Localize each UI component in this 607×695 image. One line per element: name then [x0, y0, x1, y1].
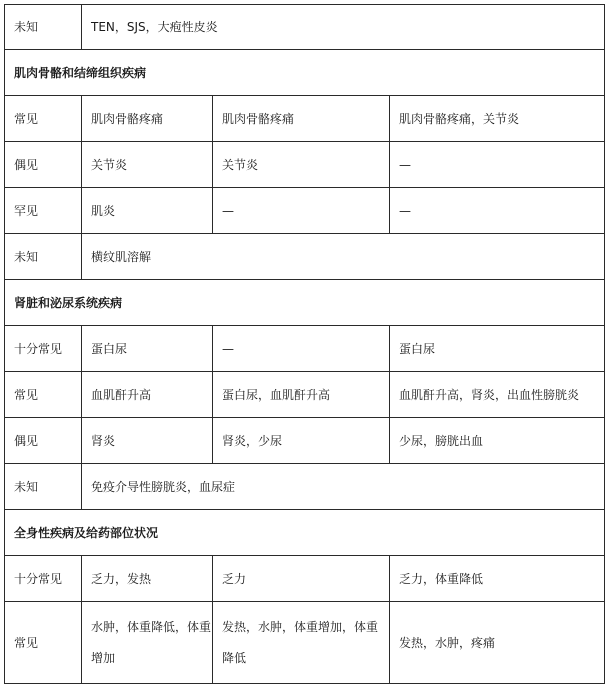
- table-row: [5, 326, 605, 372]
- table-row: [5, 5, 605, 50]
- reaction-cell: 乏力，体重降低: [390, 556, 605, 602]
- reaction-cell: 肾炎: [82, 418, 213, 464]
- reaction-cell: 肾炎，少尿: [213, 418, 390, 464]
- reaction-cell: 发热，水肿，体重增加，体重降低: [213, 602, 390, 684]
- table-row: [5, 464, 605, 510]
- section-header-row: [5, 50, 605, 96]
- reaction-cell: 少尿，膀胱出血: [390, 418, 605, 464]
- table-row: [5, 556, 605, 602]
- frequency-cell: 十分常见: [5, 556, 82, 602]
- reaction-cell-span: 免疫介导性膀胱炎，血尿症: [82, 464, 605, 510]
- frequency-cell: 常见: [5, 602, 82, 684]
- reaction-cell: 肌肉骨骼疼痛: [82, 96, 213, 142]
- reaction-cell: —: [390, 142, 605, 188]
- reaction-cell: 乏力: [213, 556, 390, 602]
- reaction-cell: 乏力，发热: [82, 556, 213, 602]
- reaction-cell: 肌肉骨骼疼痛，关节炎: [390, 96, 605, 142]
- frequency-cell: 未知: [5, 464, 82, 510]
- section-title: 全身性疾病及给药部位状况: [5, 510, 605, 556]
- reaction-cell: 发热，水肿，疼痛: [390, 602, 605, 684]
- reaction-cell: 关节炎: [82, 142, 213, 188]
- reaction-cell: —: [213, 188, 390, 234]
- reaction-cell: 蛋白尿: [82, 326, 213, 372]
- reaction-cell: —: [390, 188, 605, 234]
- reaction-cell: 肌肉骨骼疼痛: [213, 96, 390, 142]
- reaction-cell: 关节炎: [213, 142, 390, 188]
- reaction-cell: 水肿，体重降低，体重增加: [82, 602, 213, 684]
- reaction-cell-span: 横纹肌溶解: [82, 234, 605, 280]
- reaction-cell: 蛋白尿，血肌酐升高: [213, 372, 390, 418]
- table-row: [5, 188, 605, 234]
- frequency-cell: 罕见: [5, 188, 82, 234]
- table-row: [5, 602, 605, 684]
- reaction-cell: 血肌酐升高: [82, 372, 213, 418]
- table-row: [5, 418, 605, 464]
- frequency-cell: 常见: [5, 96, 82, 142]
- frequency-cell: 未知: [5, 5, 82, 50]
- adverse-reactions-table: [4, 4, 605, 684]
- section-title: 肌肉骨骼和结缔组织疾病: [5, 50, 605, 96]
- table-row: [5, 96, 605, 142]
- reaction-cell-span: TEN，SJS，大疱性皮炎: [82, 5, 605, 50]
- table-row: [5, 234, 605, 280]
- section-header-row: [5, 510, 605, 556]
- reaction-cell: 蛋白尿: [390, 326, 605, 372]
- frequency-cell: 未知: [5, 234, 82, 280]
- reaction-cell: 血肌酐升高，肾炎，出血性膀胱炎: [390, 372, 605, 418]
- table-row: [5, 142, 605, 188]
- table-row: [5, 372, 605, 418]
- frequency-cell: 偶见: [5, 142, 82, 188]
- reaction-cell: —: [213, 326, 390, 372]
- frequency-cell: 偶见: [5, 418, 82, 464]
- section-title: 肾脏和泌尿系统疾病: [5, 280, 605, 326]
- frequency-cell: 十分常见: [5, 326, 82, 372]
- reaction-cell: 肌炎: [82, 188, 213, 234]
- frequency-cell: 常见: [5, 372, 82, 418]
- section-header-row: [5, 280, 605, 326]
